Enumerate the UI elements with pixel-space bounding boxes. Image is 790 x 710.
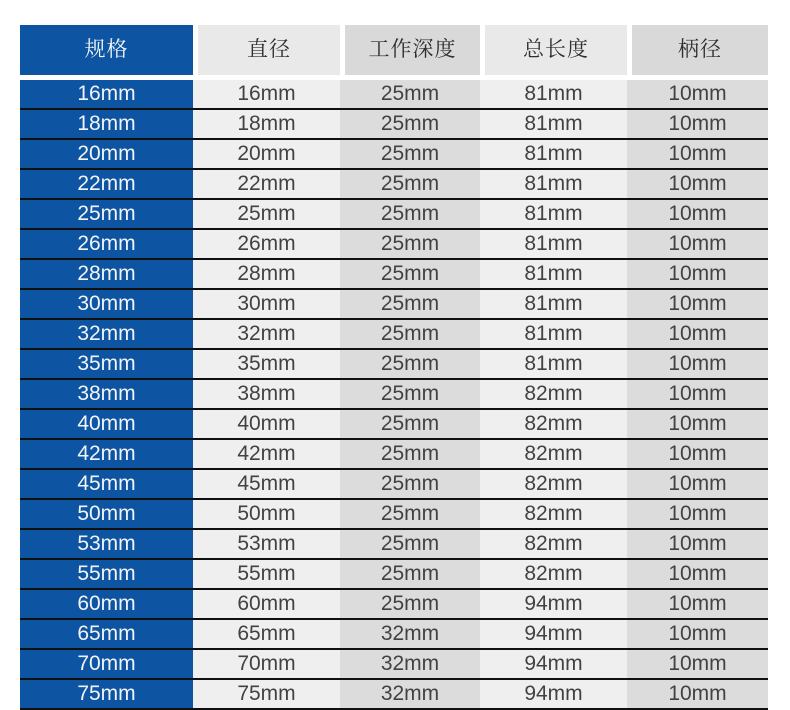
table-row (20, 650, 768, 680)
cell-working-depth: 32mm (340, 620, 480, 648)
header-total-length: 总长度 (480, 25, 627, 75)
table-row (20, 380, 768, 410)
cell-total-length: 81mm (480, 110, 627, 138)
cell-spec: 60mm (20, 590, 193, 618)
cell-spec: 38mm (20, 380, 193, 408)
cell-spec: 26mm (20, 230, 193, 258)
cell-diameter: 70mm (193, 650, 340, 678)
cell-shank-diameter: 10mm (627, 290, 768, 318)
cell-total-length: 82mm (480, 380, 627, 408)
spec-table (20, 25, 768, 710)
cell-shank-diameter: 10mm (627, 680, 768, 708)
cell-diameter: 40mm (193, 410, 340, 438)
cell-total-length: 81mm (480, 260, 627, 288)
cell-diameter: 26mm (193, 230, 340, 258)
cell-shank-diameter: 10mm (627, 230, 768, 258)
cell-total-length: 82mm (480, 560, 627, 588)
table-row (20, 680, 768, 710)
cell-working-depth: 25mm (340, 440, 480, 468)
cell-shank-diameter: 10mm (627, 110, 768, 138)
table-row (20, 80, 768, 110)
cell-working-depth: 25mm (340, 230, 480, 258)
cell-shank-diameter: 10mm (627, 440, 768, 468)
cell-diameter: 30mm (193, 290, 340, 318)
cell-spec: 30mm (20, 290, 193, 318)
cell-diameter: 65mm (193, 620, 340, 648)
cell-diameter: 25mm (193, 200, 340, 228)
cell-working-depth: 25mm (340, 380, 480, 408)
cell-shank-diameter: 10mm (627, 410, 768, 438)
cell-total-length: 94mm (480, 590, 627, 618)
cell-shank-diameter: 10mm (627, 350, 768, 378)
cell-working-depth: 25mm (340, 80, 480, 108)
cell-spec: 16mm (20, 80, 193, 108)
cell-working-depth: 25mm (340, 320, 480, 348)
cell-diameter: 35mm (193, 350, 340, 378)
table-row (20, 140, 768, 170)
cell-shank-diameter: 10mm (627, 530, 768, 558)
cell-diameter: 22mm (193, 170, 340, 198)
cell-diameter: 55mm (193, 560, 340, 588)
table-row (20, 410, 768, 440)
cell-shank-diameter: 10mm (627, 470, 768, 498)
cell-working-depth: 25mm (340, 170, 480, 198)
cell-working-depth: 25mm (340, 200, 480, 228)
cell-total-length: 81mm (480, 80, 627, 108)
cell-shank-diameter: 10mm (627, 560, 768, 588)
cell-spec: 55mm (20, 560, 193, 588)
cell-shank-diameter: 10mm (627, 260, 768, 288)
cell-diameter: 75mm (193, 680, 340, 708)
cell-working-depth: 25mm (340, 470, 480, 498)
table-row (20, 590, 768, 620)
cell-spec: 70mm (20, 650, 193, 678)
cell-diameter: 45mm (193, 470, 340, 498)
cell-shank-diameter: 10mm (627, 200, 768, 228)
header-diameter: 直径 (193, 25, 340, 75)
cell-spec: 53mm (20, 530, 193, 558)
cell-shank-diameter: 10mm (627, 80, 768, 108)
cell-spec: 40mm (20, 410, 193, 438)
cell-total-length: 81mm (480, 350, 627, 378)
table-row (20, 290, 768, 320)
cell-working-depth: 25mm (340, 290, 480, 318)
cell-working-depth: 32mm (340, 680, 480, 708)
table-row (20, 200, 768, 230)
table-row (20, 170, 768, 200)
cell-total-length: 82mm (480, 470, 627, 498)
cell-working-depth: 25mm (340, 560, 480, 588)
cell-total-length: 81mm (480, 200, 627, 228)
cell-shank-diameter: 10mm (627, 590, 768, 618)
table-row (20, 110, 768, 140)
cell-spec: 20mm (20, 140, 193, 168)
table-header-row (20, 25, 768, 75)
cell-total-length: 81mm (480, 290, 627, 318)
cell-spec: 75mm (20, 680, 193, 708)
cell-spec: 35mm (20, 350, 193, 378)
table-row (20, 500, 768, 530)
cell-working-depth: 25mm (340, 260, 480, 288)
cell-shank-diameter: 10mm (627, 650, 768, 678)
table-row (20, 440, 768, 470)
table-row (20, 260, 768, 290)
cell-spec: 32mm (20, 320, 193, 348)
cell-shank-diameter: 10mm (627, 620, 768, 648)
cell-spec: 50mm (20, 500, 193, 528)
cell-diameter: 60mm (193, 590, 340, 618)
cell-working-depth: 32mm (340, 650, 480, 678)
cell-total-length: 94mm (480, 680, 627, 708)
cell-diameter: 42mm (193, 440, 340, 468)
cell-total-length: 82mm (480, 440, 627, 468)
cell-total-length: 81mm (480, 230, 627, 258)
header-shank-diameter: 柄径 (627, 25, 768, 75)
cell-spec: 25mm (20, 200, 193, 228)
cell-total-length: 94mm (480, 620, 627, 648)
cell-shank-diameter: 10mm (627, 140, 768, 168)
cell-diameter: 53mm (193, 530, 340, 558)
cell-total-length: 82mm (480, 530, 627, 558)
cell-working-depth: 25mm (340, 500, 480, 528)
cell-diameter: 28mm (193, 260, 340, 288)
cell-total-length: 82mm (480, 500, 627, 528)
table-row (20, 350, 768, 380)
cell-shank-diameter: 10mm (627, 380, 768, 408)
table-row (20, 620, 768, 650)
cell-total-length: 94mm (480, 650, 627, 678)
cell-working-depth: 25mm (340, 530, 480, 558)
cell-working-depth: 25mm (340, 110, 480, 138)
cell-spec: 42mm (20, 440, 193, 468)
cell-working-depth: 25mm (340, 350, 480, 378)
cell-shank-diameter: 10mm (627, 320, 768, 348)
cell-diameter: 16mm (193, 80, 340, 108)
cell-total-length: 81mm (480, 170, 627, 198)
cell-spec: 45mm (20, 470, 193, 498)
cell-spec: 28mm (20, 260, 193, 288)
cell-diameter: 50mm (193, 500, 340, 528)
cell-shank-diameter: 10mm (627, 170, 768, 198)
cell-diameter: 20mm (193, 140, 340, 168)
table-body (20, 80, 768, 710)
header-spec: 规格 (20, 25, 193, 75)
table-row (20, 230, 768, 260)
cell-total-length: 81mm (480, 140, 627, 168)
table-row (20, 470, 768, 500)
cell-diameter: 18mm (193, 110, 340, 138)
cell-diameter: 38mm (193, 380, 340, 408)
cell-working-depth: 25mm (340, 590, 480, 618)
cell-total-length: 81mm (480, 320, 627, 348)
cell-working-depth: 25mm (340, 410, 480, 438)
table-row (20, 320, 768, 350)
cell-spec: 65mm (20, 620, 193, 648)
table-row (20, 560, 768, 590)
cell-spec: 22mm (20, 170, 193, 198)
header-working-depth: 工作深度 (340, 25, 480, 75)
cell-diameter: 32mm (193, 320, 340, 348)
cell-spec: 18mm (20, 110, 193, 138)
cell-shank-diameter: 10mm (627, 500, 768, 528)
table-row (20, 530, 768, 560)
cell-total-length: 82mm (480, 410, 627, 438)
cell-working-depth: 25mm (340, 140, 480, 168)
